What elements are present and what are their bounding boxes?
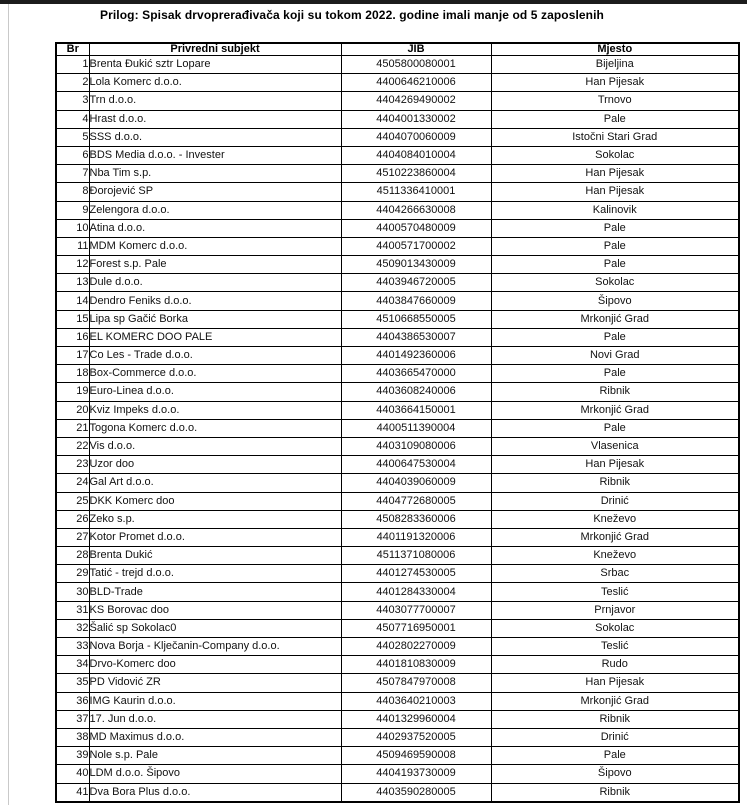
cell-jib: 4403640210003 [341,692,491,710]
table-row [56,365,739,383]
cell-subject: Lola Komerc d.o.o. [89,74,341,92]
cell-mjesto: Mrkonjić Grad [491,401,739,419]
table-row [56,219,739,237]
table-row [56,183,739,201]
cell-br: 6 [56,146,89,164]
cell-mjesto: Mrkonjić Grad [491,528,739,546]
cell-jib: 4401274530005 [341,565,491,583]
cell-mjesto: Drinić [491,728,739,746]
cell-mjesto: Istočni Stari Grad [491,128,739,146]
table-row [56,710,739,728]
cell-mjesto: Prnjavor [491,601,739,619]
table-row [56,692,739,710]
cell-subject: IMG Kaurin d.o.o. [89,692,341,710]
cell-jib: 4400571700002 [341,237,491,255]
cell-subject: Box-Commerce d.o.o. [89,365,341,383]
cell-jib: 4510223860004 [341,165,491,183]
table-row [56,110,739,128]
cell-subject: DKK Komerc doo [89,492,341,510]
cell-subject: LDM d.o.o. Šipovo [89,765,341,783]
cell-jib: 4402937520005 [341,728,491,746]
cell-jib: 4403608240006 [341,383,491,401]
cell-br: 12 [56,256,89,274]
column-header-jib: JIB [341,43,491,56]
table-row [56,274,739,292]
cell-mjesto: Pale [491,237,739,255]
cell-br: 34 [56,656,89,674]
table-row [56,419,739,437]
cell-br: 33 [56,638,89,656]
table-row [56,565,739,583]
cell-br: 11 [56,237,89,255]
cell-jib: 4404084010004 [341,146,491,164]
cell-mjesto: Pale [491,256,739,274]
cell-mjesto: Vlasenica [491,437,739,455]
cell-mjesto: Srbac [491,565,739,583]
cell-jib: 4404001330002 [341,110,491,128]
cell-mjesto: Sokolac [491,146,739,164]
table-row [56,347,739,365]
table-row [56,528,739,546]
cell-subject: Brenta Dukić [89,547,341,565]
cell-br: 13 [56,274,89,292]
cell-br: 16 [56,328,89,346]
cell-br: 25 [56,492,89,510]
table-header-row [56,43,739,56]
cell-mjesto: Sokolac [491,274,739,292]
cell-br: 7 [56,165,89,183]
cell-br: 4 [56,110,89,128]
cell-jib: 4400647530004 [341,456,491,474]
cell-jib: 4510668550005 [341,310,491,328]
cell-br: 15 [56,310,89,328]
cell-br: 1 [56,56,89,74]
cell-subject: Kviz Impeks d.o.o. [89,401,341,419]
table-row [56,638,739,656]
cell-jib: 4404039060009 [341,474,491,492]
cell-br: 23 [56,456,89,474]
cell-subject: Dendro Feniks d.o.o. [89,292,341,310]
cell-jib: 4505800080001 [341,56,491,74]
cell-mjesto: Kalinovik [491,201,739,219]
cell-jib: 4403109080006 [341,437,491,455]
table-row [56,765,739,783]
table-row [56,165,739,183]
cell-mjesto: Kneževo [491,547,739,565]
cell-br: 38 [56,728,89,746]
table-row [56,74,739,92]
table-row [56,510,739,528]
cell-mjesto: Pale [491,328,739,346]
cell-subject: Forest s.p. Pale [89,256,341,274]
cell-br: 9 [56,201,89,219]
cell-mjesto: Pale [491,747,739,765]
cell-jib: 4401810830009 [341,656,491,674]
cell-br: 20 [56,401,89,419]
table-row [56,401,739,419]
cell-mjesto: Han Pijesak [491,183,739,201]
table-row [56,728,739,746]
cell-jib: 4509013430009 [341,256,491,274]
cell-mjesto: Trnovo [491,92,739,110]
cell-jib: 4401492360006 [341,347,491,365]
cell-subject: Nole s.p. Pale [89,747,341,765]
cell-subject: Hrast d.o.o. [89,110,341,128]
table-row [56,146,739,164]
cell-mjesto: Ribnik [491,383,739,401]
cell-subject: Lipa sp Gačić Borka [89,310,341,328]
table-row [56,237,739,255]
table-row [56,328,739,346]
cell-mjesto: Sokolac [491,619,739,637]
cell-jib: 4404266630008 [341,201,491,219]
cell-subject: Đorojević SP [89,183,341,201]
table-row [56,256,739,274]
cell-br: 8 [56,183,89,201]
cell-br: 29 [56,565,89,583]
cell-mjesto: Šipovo [491,765,739,783]
cell-br: 3 [56,92,89,110]
cell-br: 5 [56,128,89,146]
table-row [56,383,739,401]
cell-mjesto: Teslić [491,583,739,601]
column-header-mjesto: Mjesto [491,43,739,56]
cell-jib: 4511371080006 [341,547,491,565]
cell-mjesto: Drinić [491,492,739,510]
cell-br: 36 [56,692,89,710]
table-row [56,747,739,765]
cell-subject: Co Les - Trade d.o.o. [89,347,341,365]
cell-br: 28 [56,547,89,565]
column-header-br: Br [56,43,89,56]
cell-mjesto: Han Pijesak [491,74,739,92]
companies-table [55,42,740,803]
cell-jib: 4509469590008 [341,747,491,765]
cell-br: 2 [56,74,89,92]
cell-jib: 4404269490002 [341,92,491,110]
cell-subject: Atina d.o.o. [89,219,341,237]
cell-br: 18 [56,365,89,383]
cell-br: 32 [56,619,89,637]
page-edge-line [8,4,9,805]
table-row [56,583,739,601]
cell-jib: 4403946720005 [341,274,491,292]
cell-br: 17 [56,347,89,365]
cell-jib: 4403077700007 [341,601,491,619]
cell-subject: SSS d.o.o. [89,128,341,146]
cell-br: 14 [56,292,89,310]
column-header-subject: Privredni subjekt [89,43,341,56]
cell-br: 27 [56,528,89,546]
table-row [56,56,739,74]
table-row [56,128,739,146]
cell-mjesto: Han Pijesak [491,674,739,692]
table-row [56,437,739,455]
cell-jib: 4400570480009 [341,219,491,237]
cell-jib: 4400646210006 [341,74,491,92]
table-row [56,547,739,565]
cell-mjesto: Pale [491,419,739,437]
cell-br: 40 [56,765,89,783]
cell-jib: 4404386530007 [341,328,491,346]
cell-mjesto: Teslić [491,638,739,656]
cell-mjesto: Han Pijesak [491,456,739,474]
cell-subject: EL KOMERC DOO PALE [89,328,341,346]
cell-jib: 4404772680005 [341,492,491,510]
cell-subject: Zeko s.p. [89,510,341,528]
cell-subject: Tatić - trejd d.o.o. [89,565,341,583]
cell-br: 24 [56,474,89,492]
table-row [56,474,739,492]
cell-subject: Šalić sp Sokolac0 [89,619,341,637]
cell-subject: Kotor Promet d.o.o. [89,528,341,546]
cell-br: 10 [56,219,89,237]
cell-subject: Zelengora d.o.o. [89,201,341,219]
cell-br: 37 [56,710,89,728]
cell-br: 31 [56,601,89,619]
cell-br: 35 [56,674,89,692]
cell-jib: 4511336410001 [341,183,491,201]
cell-jib: 4507847970008 [341,674,491,692]
cell-jib: 4507716950001 [341,619,491,637]
table-row [56,656,739,674]
cell-subject: Euro-Linea d.o.o. [89,383,341,401]
cell-jib: 4404070060009 [341,128,491,146]
window-top-bar [0,0,747,4]
cell-subject: MDM Komerc d.o.o. [89,237,341,255]
cell-mjesto: Mrkonjić Grad [491,310,739,328]
table-body [56,56,739,803]
cell-subject: Brenta Đukić sztr Lopare [89,56,341,74]
table-row [56,492,739,510]
table-row [56,201,739,219]
table-row [56,601,739,619]
table-row [56,92,739,110]
cell-mjesto: Mrkonjić Grad [491,692,739,710]
cell-subject: BDS Media d.o.o. - Invester [89,146,341,164]
cell-subject: Vis d.o.o. [89,437,341,455]
cell-jib: 4403590280005 [341,783,491,802]
table-row [56,619,739,637]
cell-mjesto: Pale [491,219,739,237]
table-row [56,310,739,328]
cell-jib: 4403665470000 [341,365,491,383]
cell-subject: Trn d.o.o. [89,92,341,110]
cell-br: 26 [56,510,89,528]
cell-br: 22 [56,437,89,455]
cell-mjesto: Ribnik [491,710,739,728]
cell-subject: Uzor doo [89,456,341,474]
cell-jib: 4508283360006 [341,510,491,528]
cell-subject: MD Maximus d.o.o. [89,728,341,746]
cell-mjesto: Pale [491,110,739,128]
table-row [56,456,739,474]
cell-jib: 4402802270009 [341,638,491,656]
cell-mjesto: Šipovo [491,292,739,310]
cell-jib: 4403847660009 [341,292,491,310]
cell-subject: Gal Art d.o.o. [89,474,341,492]
cell-br: 19 [56,383,89,401]
cell-mjesto: Rudo [491,656,739,674]
cell-subject: Dva Bora Plus d.o.o. [89,783,341,802]
cell-br: 39 [56,747,89,765]
cell-jib: 4404193730009 [341,765,491,783]
cell-br: 21 [56,419,89,437]
cell-mjesto: Ribnik [491,783,739,802]
cell-jib: 4401191320006 [341,528,491,546]
page-title: Prilog: Spisak drvoprerađivača koji su tokom 2022. godine imali manje od 5 zaposlenih [100,8,604,22]
cell-jib: 4401284330004 [341,583,491,601]
cell-br: 30 [56,583,89,601]
table-row [56,674,739,692]
cell-subject: Dule d.o.o. [89,274,341,292]
cell-subject: KS Borovac doo [89,601,341,619]
cell-mjesto: Han Pijesak [491,165,739,183]
cell-mjesto: Ribnik [491,474,739,492]
cell-subject: BLD-Trade [89,583,341,601]
cell-subject: Nba Tim s.p. [89,165,341,183]
table-row [56,292,739,310]
cell-jib: 4400511390004 [341,419,491,437]
cell-subject: Nova Borja - Klječanin-Company d.o.o. [89,638,341,656]
cell-subject: Drvo-Komerc doo [89,656,341,674]
cell-mjesto: Kneževo [491,510,739,528]
table-row [56,783,739,802]
cell-subject: 17. Jun d.o.o. [89,710,341,728]
cell-mjesto: Novi Grad [491,347,739,365]
cell-mjesto: Pale [491,365,739,383]
cell-subject: Togona Komerc d.o.o. [89,419,341,437]
cell-subject: PD Vidović ZR [89,674,341,692]
cell-jib: 4401329960004 [341,710,491,728]
cell-mjesto: Bijeljina [491,56,739,74]
cell-br: 41 [56,783,89,802]
cell-jib: 4403664150001 [341,401,491,419]
